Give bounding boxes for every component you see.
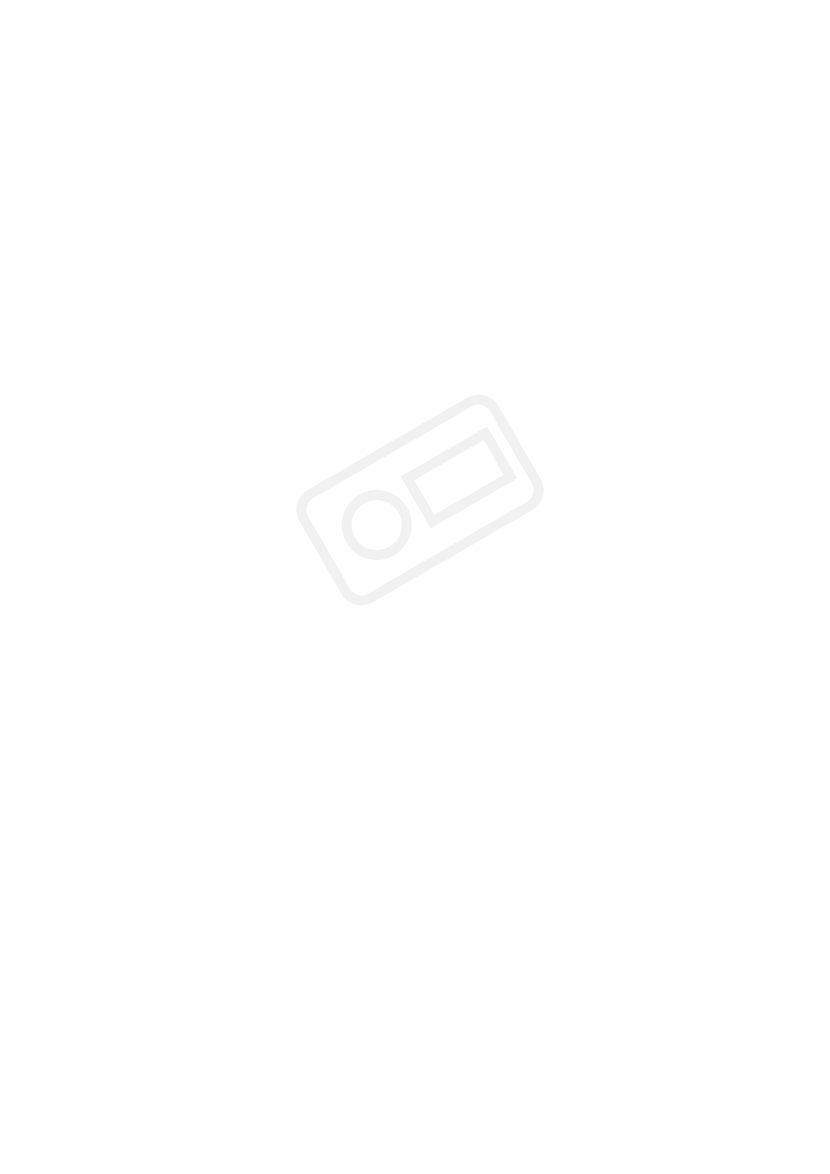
watermark-logo-icon	[276, 371, 564, 630]
